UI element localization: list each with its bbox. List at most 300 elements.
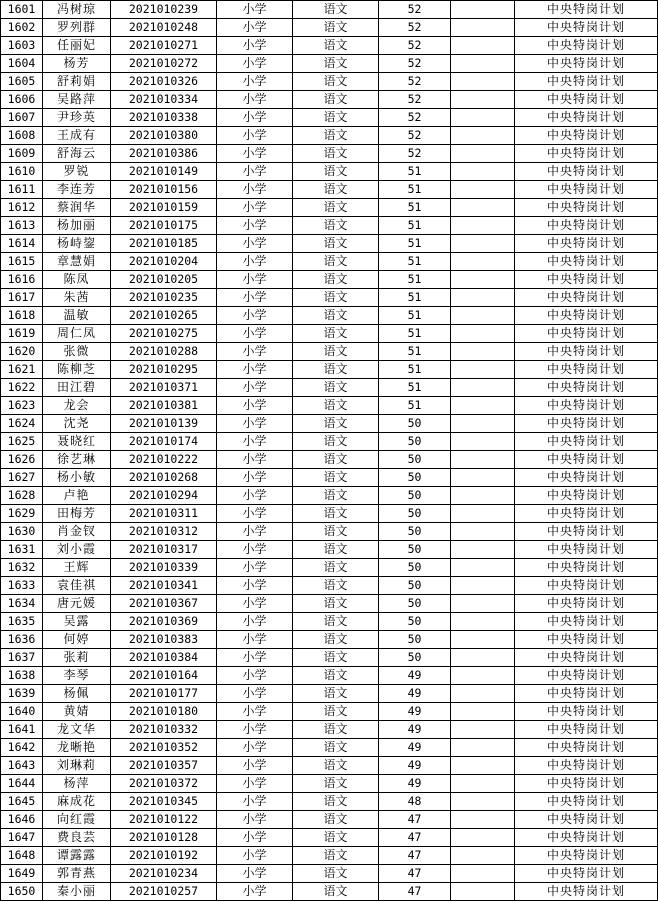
- row-number-cell: 1616: [1, 271, 43, 289]
- score-cell: 51: [379, 253, 451, 271]
- school-level-cell: 小学: [217, 685, 293, 703]
- blank-cell: [451, 613, 515, 631]
- row-number-cell: 1647: [1, 829, 43, 847]
- candidate-id-cell: 2021010326: [111, 73, 217, 91]
- candidate-name-cell: 杨萍: [43, 775, 111, 793]
- program-cell: 中央特岗计划: [515, 163, 658, 181]
- candidate-name-cell: 尹珍英: [43, 109, 111, 127]
- subject-cell: 语文: [293, 37, 379, 55]
- blank-cell: [451, 235, 515, 253]
- score-cell: 49: [379, 757, 451, 775]
- blank-cell: [451, 667, 515, 685]
- program-cell: 中央特岗计划: [515, 757, 658, 775]
- blank-cell: [451, 325, 515, 343]
- program-cell: 中央特岗计划: [515, 739, 658, 757]
- subject-cell: 语文: [293, 469, 379, 487]
- school-level-cell: 小学: [217, 199, 293, 217]
- candidate-name-cell: 陈凤: [43, 271, 111, 289]
- subject-cell: 语文: [293, 811, 379, 829]
- table-row: [1, 289, 658, 307]
- school-level-cell: 小学: [217, 181, 293, 199]
- school-level-cell: 小学: [217, 487, 293, 505]
- subject-cell: 语文: [293, 289, 379, 307]
- blank-cell: [451, 379, 515, 397]
- blank-cell: [451, 19, 515, 37]
- candidate-name-cell: 冯树琼: [43, 1, 111, 19]
- school-level-cell: 小学: [217, 163, 293, 181]
- candidate-name-cell: 杨小敏: [43, 469, 111, 487]
- program-cell: 中央特岗计划: [515, 55, 658, 73]
- table-row: [1, 91, 658, 109]
- row-number-cell: 1644: [1, 775, 43, 793]
- candidate-id-cell: 2021010332: [111, 721, 217, 739]
- candidate-id-cell: 2021010149: [111, 163, 217, 181]
- score-cell: 49: [379, 721, 451, 739]
- candidate-name-cell: 章慧娟: [43, 253, 111, 271]
- candidate-name-cell: 袁佳祺: [43, 577, 111, 595]
- row-number-cell: 1630: [1, 523, 43, 541]
- score-cell: 52: [379, 19, 451, 37]
- program-cell: 中央特岗计划: [515, 775, 658, 793]
- table-row: [1, 235, 658, 253]
- candidate-name-cell: 龙会: [43, 397, 111, 415]
- program-cell: 中央特岗计划: [515, 289, 658, 307]
- table-row: [1, 217, 658, 235]
- row-number-cell: 1603: [1, 37, 43, 55]
- candidate-id-cell: 2021010339: [111, 559, 217, 577]
- candidate-name-cell: 卢艳: [43, 487, 111, 505]
- row-number-cell: 1648: [1, 847, 43, 865]
- school-level-cell: 小学: [217, 73, 293, 91]
- program-cell: 中央特岗计划: [515, 343, 658, 361]
- candidate-name-cell: 秦小丽: [43, 883, 111, 901]
- school-level-cell: 小学: [217, 541, 293, 559]
- candidate-name-cell: 费良芸: [43, 829, 111, 847]
- program-cell: 中央特岗计划: [515, 631, 658, 649]
- candidate-name-cell: 龙文华: [43, 721, 111, 739]
- subject-cell: 语文: [293, 91, 379, 109]
- candidate-id-cell: 2021010345: [111, 793, 217, 811]
- row-number-cell: 1642: [1, 739, 43, 757]
- score-cell: 51: [379, 325, 451, 343]
- subject-cell: 语文: [293, 19, 379, 37]
- school-level-cell: 小学: [217, 883, 293, 901]
- score-cell: 47: [379, 811, 451, 829]
- table-row: [1, 145, 658, 163]
- candidate-name-cell: 田梅芳: [43, 505, 111, 523]
- blank-cell: [451, 829, 515, 847]
- blank-cell: [451, 847, 515, 865]
- program-cell: 中央特岗计划: [515, 577, 658, 595]
- school-level-cell: 小学: [217, 415, 293, 433]
- subject-cell: 语文: [293, 325, 379, 343]
- school-level-cell: 小学: [217, 505, 293, 523]
- school-level-cell: 小学: [217, 55, 293, 73]
- program-cell: 中央特岗计划: [515, 703, 658, 721]
- row-number-cell: 1638: [1, 667, 43, 685]
- row-number-cell: 1608: [1, 127, 43, 145]
- blank-cell: [451, 127, 515, 145]
- program-cell: 中央特岗计划: [515, 217, 658, 235]
- candidate-name-cell: 吴露: [43, 613, 111, 631]
- table-row: [1, 307, 658, 325]
- program-cell: 中央特岗计划: [515, 199, 658, 217]
- program-cell: 中央特岗计划: [515, 541, 658, 559]
- candidate-id-cell: 2021010139: [111, 415, 217, 433]
- candidate-name-cell: 张莉: [43, 649, 111, 667]
- score-cell: 49: [379, 667, 451, 685]
- school-level-cell: 小学: [217, 1, 293, 19]
- school-level-cell: 小学: [217, 91, 293, 109]
- table-row: [1, 253, 658, 271]
- subject-cell: 语文: [293, 199, 379, 217]
- candidate-id-cell: 2021010275: [111, 325, 217, 343]
- subject-cell: 语文: [293, 667, 379, 685]
- score-cell: 51: [379, 379, 451, 397]
- table-row: [1, 469, 658, 487]
- score-cell: 52: [379, 1, 451, 19]
- subject-cell: 语文: [293, 883, 379, 901]
- score-cell: 52: [379, 145, 451, 163]
- school-level-cell: 小学: [217, 433, 293, 451]
- candidate-id-cell: 2021010177: [111, 685, 217, 703]
- subject-cell: 语文: [293, 523, 379, 541]
- candidate-id-cell: 2021010369: [111, 613, 217, 631]
- program-cell: 中央特岗计划: [515, 361, 658, 379]
- blank-cell: [451, 811, 515, 829]
- school-level-cell: 小学: [217, 649, 293, 667]
- candidate-name-cell: 向红霞: [43, 811, 111, 829]
- row-number-cell: 1612: [1, 199, 43, 217]
- score-cell: 51: [379, 361, 451, 379]
- row-number-cell: 1637: [1, 649, 43, 667]
- program-cell: 中央特岗计划: [515, 91, 658, 109]
- candidate-id-cell: 2021010268: [111, 469, 217, 487]
- table-row: [1, 181, 658, 199]
- score-cell: 50: [379, 415, 451, 433]
- blank-cell: [451, 721, 515, 739]
- program-cell: 中央特岗计划: [515, 325, 658, 343]
- candidate-id-cell: 2021010317: [111, 541, 217, 559]
- blank-cell: [451, 37, 515, 55]
- blank-cell: [451, 397, 515, 415]
- blank-cell: [451, 343, 515, 361]
- candidate-name-cell: 舒海云: [43, 145, 111, 163]
- candidate-id-cell: 2021010384: [111, 649, 217, 667]
- blank-cell: [451, 361, 515, 379]
- subject-cell: 语文: [293, 109, 379, 127]
- candidate-name-cell: 杨芳: [43, 55, 111, 73]
- row-number-cell: 1629: [1, 505, 43, 523]
- candidate-id-cell: 2021010185: [111, 235, 217, 253]
- candidate-name-cell: 何婷: [43, 631, 111, 649]
- row-number-cell: 1643: [1, 757, 43, 775]
- candidate-id-cell: 2021010371: [111, 379, 217, 397]
- program-cell: 中央特岗计划: [515, 811, 658, 829]
- candidate-id-cell: 2021010341: [111, 577, 217, 595]
- candidate-id-cell: 2021010311: [111, 505, 217, 523]
- program-cell: 中央特岗计划: [515, 487, 658, 505]
- program-cell: 中央特岗计划: [515, 37, 658, 55]
- school-level-cell: 小学: [217, 307, 293, 325]
- row-number-cell: 1606: [1, 91, 43, 109]
- candidate-id-cell: 2021010380: [111, 127, 217, 145]
- subject-cell: 语文: [293, 595, 379, 613]
- subject-cell: 语文: [293, 505, 379, 523]
- table-row: [1, 325, 658, 343]
- blank-cell: [451, 199, 515, 217]
- program-cell: 中央特岗计划: [515, 253, 658, 271]
- subject-cell: 语文: [293, 865, 379, 883]
- table-row: [1, 55, 658, 73]
- candidate-id-cell: 2021010338: [111, 109, 217, 127]
- school-level-cell: 小学: [217, 721, 293, 739]
- row-number-cell: 1618: [1, 307, 43, 325]
- candidate-name-cell: 田江碧: [43, 379, 111, 397]
- score-cell: 51: [379, 181, 451, 199]
- row-number-cell: 1631: [1, 541, 43, 559]
- row-number-cell: 1601: [1, 1, 43, 19]
- candidate-id-cell: 2021010128: [111, 829, 217, 847]
- subject-cell: 语文: [293, 397, 379, 415]
- score-cell: 52: [379, 37, 451, 55]
- school-level-cell: 小学: [217, 703, 293, 721]
- score-cell: 51: [379, 163, 451, 181]
- candidate-id-cell: 2021010257: [111, 883, 217, 901]
- candidate-name-cell: 黄婧: [43, 703, 111, 721]
- score-cell: 52: [379, 73, 451, 91]
- blank-cell: [451, 163, 515, 181]
- school-level-cell: 小学: [217, 289, 293, 307]
- blank-cell: [451, 631, 515, 649]
- program-cell: 中央特岗计划: [515, 613, 658, 631]
- candidate-id-cell: 2021010204: [111, 253, 217, 271]
- candidate-id-cell: 2021010295: [111, 361, 217, 379]
- blank-cell: [451, 433, 515, 451]
- program-cell: 中央特岗计划: [515, 595, 658, 613]
- candidate-id-cell: 2021010294: [111, 487, 217, 505]
- candidate-id-cell: 2021010156: [111, 181, 217, 199]
- program-cell: 中央特岗计划: [515, 145, 658, 163]
- subject-cell: 语文: [293, 685, 379, 703]
- school-level-cell: 小学: [217, 217, 293, 235]
- row-number-cell: 1639: [1, 685, 43, 703]
- subject-cell: 语文: [293, 415, 379, 433]
- blank-cell: [451, 289, 515, 307]
- candidate-id-cell: 2021010381: [111, 397, 217, 415]
- table-row: [1, 775, 658, 793]
- score-cell: 51: [379, 343, 451, 361]
- program-cell: 中央特岗计划: [515, 397, 658, 415]
- table-row: [1, 847, 658, 865]
- table-row: [1, 559, 658, 577]
- subject-cell: 语文: [293, 271, 379, 289]
- blank-cell: [451, 577, 515, 595]
- score-cell: 49: [379, 703, 451, 721]
- table-row: [1, 721, 658, 739]
- table-row: [1, 613, 658, 631]
- candidate-name-cell: 温敏: [43, 307, 111, 325]
- subject-cell: 语文: [293, 73, 379, 91]
- row-number-cell: 1625: [1, 433, 43, 451]
- candidate-name-cell: 王辉: [43, 559, 111, 577]
- row-number-cell: 1622: [1, 379, 43, 397]
- candidate-name-cell: 李连芳: [43, 181, 111, 199]
- candidate-id-cell: 2021010312: [111, 523, 217, 541]
- subject-cell: 语文: [293, 1, 379, 19]
- school-level-cell: 小学: [217, 127, 293, 145]
- subject-cell: 语文: [293, 145, 379, 163]
- subject-cell: 语文: [293, 577, 379, 595]
- score-cell: 51: [379, 307, 451, 325]
- row-number-cell: 1632: [1, 559, 43, 577]
- table-row: [1, 757, 658, 775]
- row-number-cell: 1621: [1, 361, 43, 379]
- candidate-name-cell: 舒莉娟: [43, 73, 111, 91]
- candidate-id-cell: 2021010235: [111, 289, 217, 307]
- program-cell: 中央特岗计划: [515, 667, 658, 685]
- table-row: [1, 73, 658, 91]
- school-level-cell: 小学: [217, 253, 293, 271]
- program-cell: 中央特岗计划: [515, 523, 658, 541]
- row-number-cell: 1649: [1, 865, 43, 883]
- program-cell: 中央特岗计划: [515, 433, 658, 451]
- subject-cell: 语文: [293, 829, 379, 847]
- row-number-cell: 1636: [1, 631, 43, 649]
- subject-cell: 语文: [293, 163, 379, 181]
- row-number-cell: 1615: [1, 253, 43, 271]
- program-cell: 中央特岗计划: [515, 127, 658, 145]
- subject-cell: 语文: [293, 775, 379, 793]
- candidate-name-cell: 罗列群: [43, 19, 111, 37]
- candidate-name-cell: 聂晓红: [43, 433, 111, 451]
- subject-cell: 语文: [293, 217, 379, 235]
- candidate-id-cell: 2021010222: [111, 451, 217, 469]
- table-row: [1, 19, 658, 37]
- row-number-cell: 1614: [1, 235, 43, 253]
- table-row: [1, 829, 658, 847]
- candidate-id-cell: 2021010271: [111, 37, 217, 55]
- candidate-name-cell: 朱茜: [43, 289, 111, 307]
- school-level-cell: 小学: [217, 613, 293, 631]
- candidate-name-cell: 杨佩: [43, 685, 111, 703]
- blank-cell: [451, 703, 515, 721]
- score-cell: 49: [379, 739, 451, 757]
- score-cell: 52: [379, 127, 451, 145]
- school-level-cell: 小学: [217, 451, 293, 469]
- school-level-cell: 小学: [217, 361, 293, 379]
- subject-cell: 语文: [293, 235, 379, 253]
- score-cell: 52: [379, 91, 451, 109]
- candidate-name-cell: 陈柳芝: [43, 361, 111, 379]
- candidate-name-cell: 杨峙鋆: [43, 235, 111, 253]
- school-level-cell: 小学: [217, 145, 293, 163]
- candidate-name-cell: 刘琳莉: [43, 757, 111, 775]
- score-cell: 49: [379, 685, 451, 703]
- table-row: [1, 739, 658, 757]
- candidate-name-cell: 李琴: [43, 667, 111, 685]
- program-cell: 中央特岗计划: [515, 415, 658, 433]
- blank-cell: [451, 685, 515, 703]
- candidate-id-cell: 2021010334: [111, 91, 217, 109]
- candidate-id-cell: 2021010174: [111, 433, 217, 451]
- row-number-cell: 1617: [1, 289, 43, 307]
- table-row: [1, 703, 658, 721]
- row-number-cell: 1650: [1, 883, 43, 901]
- school-level-cell: 小学: [217, 469, 293, 487]
- table-row: [1, 379, 658, 397]
- table-row: [1, 271, 658, 289]
- school-level-cell: 小学: [217, 739, 293, 757]
- table-row: [1, 865, 658, 883]
- program-cell: 中央特岗计划: [515, 559, 658, 577]
- row-number-cell: 1635: [1, 613, 43, 631]
- candidate-id-cell: 2021010265: [111, 307, 217, 325]
- score-cell: 51: [379, 199, 451, 217]
- program-cell: 中央特岗计划: [515, 19, 658, 37]
- table-row: [1, 631, 658, 649]
- subject-cell: 语文: [293, 793, 379, 811]
- candidate-name-cell: 刘小霞: [43, 541, 111, 559]
- school-level-cell: 小学: [217, 559, 293, 577]
- program-cell: 中央特岗计划: [515, 829, 658, 847]
- table-row: [1, 415, 658, 433]
- row-number-cell: 1607: [1, 109, 43, 127]
- score-cell: 47: [379, 883, 451, 901]
- blank-cell: [451, 451, 515, 469]
- score-cell: 52: [379, 55, 451, 73]
- row-number-cell: 1613: [1, 217, 43, 235]
- blank-cell: [451, 217, 515, 235]
- school-level-cell: 小学: [217, 847, 293, 865]
- school-level-cell: 小学: [217, 631, 293, 649]
- candidate-id-cell: 2021010383: [111, 631, 217, 649]
- row-number-cell: 1619: [1, 325, 43, 343]
- candidate-id-cell: 2021010367: [111, 595, 217, 613]
- subject-cell: 语文: [293, 361, 379, 379]
- score-cell: 50: [379, 595, 451, 613]
- score-cell: 50: [379, 523, 451, 541]
- candidate-id-cell: 2021010239: [111, 1, 217, 19]
- blank-cell: [451, 793, 515, 811]
- row-number-cell: 1602: [1, 19, 43, 37]
- subject-cell: 语文: [293, 739, 379, 757]
- school-level-cell: 小学: [217, 793, 293, 811]
- score-cell: 50: [379, 631, 451, 649]
- row-number-cell: 1626: [1, 451, 43, 469]
- table-row: [1, 595, 658, 613]
- candidate-id-cell: 2021010234: [111, 865, 217, 883]
- blank-cell: [451, 181, 515, 199]
- score-cell: 50: [379, 541, 451, 559]
- subject-cell: 语文: [293, 253, 379, 271]
- table-row: [1, 487, 658, 505]
- table-row: [1, 505, 658, 523]
- program-cell: 中央特岗计划: [515, 73, 658, 91]
- school-level-cell: 小学: [217, 667, 293, 685]
- subject-cell: 语文: [293, 631, 379, 649]
- row-number-cell: 1645: [1, 793, 43, 811]
- subject-cell: 语文: [293, 613, 379, 631]
- program-cell: 中央特岗计划: [515, 181, 658, 199]
- candidate-name-cell: 谭露露: [43, 847, 111, 865]
- score-cell: 47: [379, 829, 451, 847]
- table-row: [1, 199, 658, 217]
- table-row: [1, 541, 658, 559]
- score-cell: 50: [379, 505, 451, 523]
- table-row: [1, 1, 658, 19]
- table-row: [1, 667, 658, 685]
